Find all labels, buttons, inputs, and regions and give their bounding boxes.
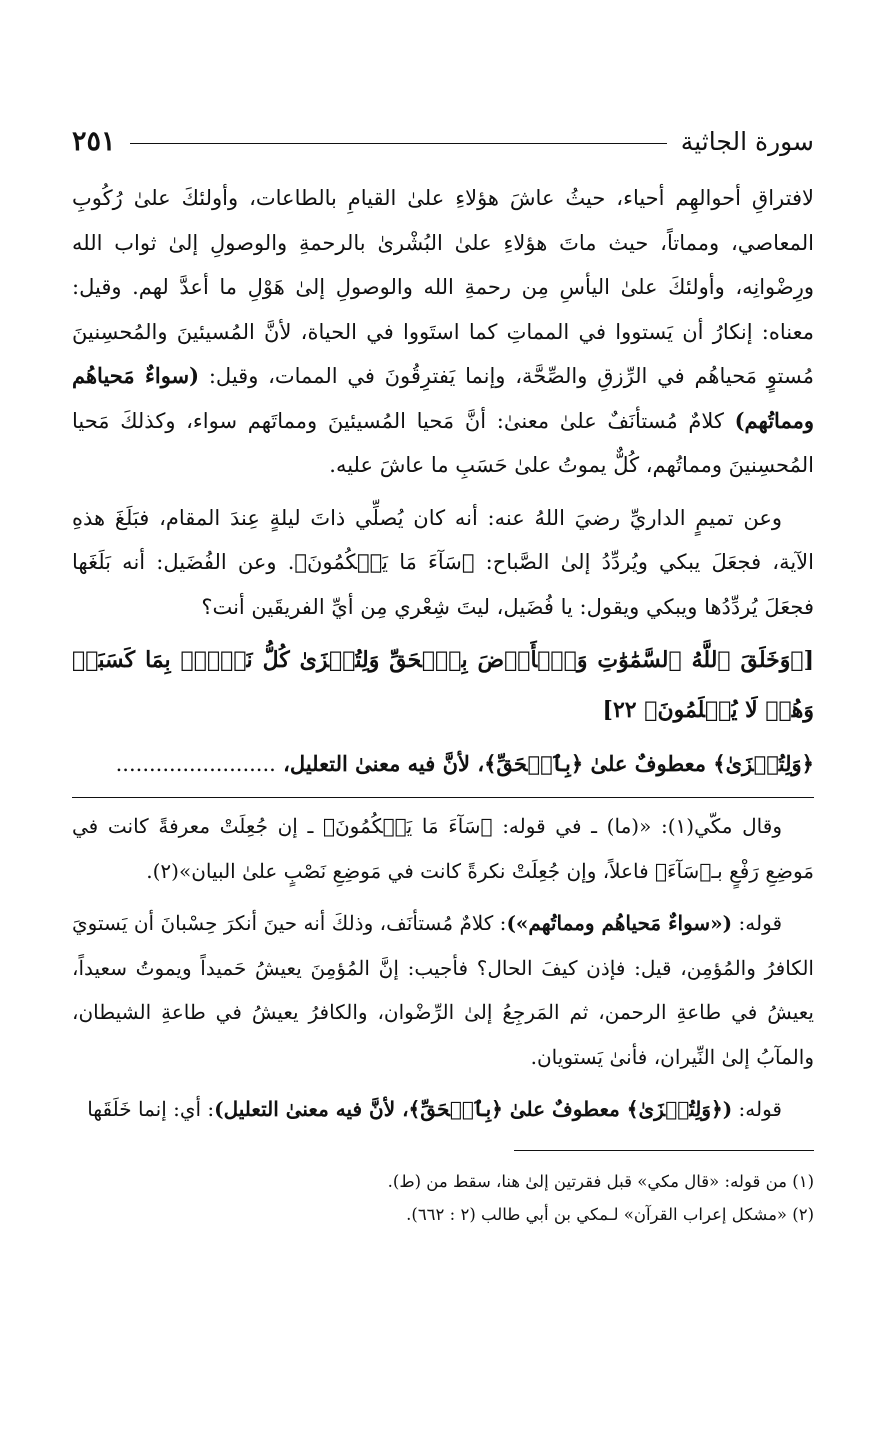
tafsir-paragraph-1 [72, 176, 814, 488]
page-number: ٢٥١ [72, 125, 116, 157]
gloss-3-lead: قوله: [732, 1097, 782, 1121]
commentary-dots: ........................ [115, 752, 276, 776]
paragraph-1-text: لافتراقِ أحوالهِم أحياء، حيثُ عاشَ هؤلاءِ علىٰ القيامِ بالطاعات، وأولئكَ علىٰ رُكُوبِ المعاصي، ومماتاً، حيث ماتَ هؤلاءِ علىٰ البُشْرىٰ بالرحمةِ والوصولِ إلىٰ ثواب الله ورِضْوانِه، وأولئكَ علىٰ اليأسِ مِن رحمةِ الله والوصولِ إلىٰ هَوْلِ ما أعدَّ لهم. وقيل: معناه: إنكارُ أن يَستووا في المماتِ كما استَووا في الحياة، لأنَّ المُسيئينَ والمُحسِنينَ مُستوٍ مَحياهُم في الرِّزقِ والصِّحَّة، وإنما يَفترِقُونَ في الممات، وقيل: [72, 186, 814, 388]
page-body [72, 176, 814, 1231]
commentary-line [72, 741, 814, 787]
section-divider [72, 797, 814, 798]
header-rule [130, 143, 667, 144]
footnote-1: (١) من قوله: «قال مكي» قبل فقرتين إلىٰ هنا، سقط من (ط). [387, 1171, 814, 1191]
page-header [72, 118, 814, 164]
gloss-section [72, 804, 814, 1132]
tafsir-paragraph-2: وعن تميمٍ الداريِّ رضيَ اللهُ عنه: أنه كان يُصلِّي ذاتَ ليلةٍ عِندَ المقام، فبَلَغَ هذهِ الآية، فجعَلَ يبكي ويُردِّدُ إلىٰ الصَّباح: ﴿سَآءَ مَا يَحۡكُمُونَ﴾. وعن الفُضَيل: أنه بَلَغَها فجعَلَ يُردِّدُها ويبكي ويقول: يا فُضَيل، ليتَ شِعْري مِن أيِّ الفريقَين أنت؟ [72, 505, 814, 619]
quran-verse: [﴿وَخَلَقَ ٱللَّهُ ٱلسَّمَٰوَٰتِ وَٱلۡأَرۡضَ بِٱلۡحَقِّ وَلِتُجۡزَىٰ كُلُّ نَفۡسِۭ بِمَا كَسَبَتۡ وَهُمۡ لَا يُظۡلَمُونَ﴾ ٢٢] [72, 647, 814, 723]
gloss-paragraph-2 [72, 901, 814, 1079]
gloss-paragraph-3 [72, 1087, 814, 1132]
surah-title: سورة الجاثية [680, 126, 814, 156]
gloss-2-lead: قوله: [732, 911, 782, 935]
gloss-2-text: : كلامٌ مُستأنَف، وذلكَ أنه حينَ أنكرَ حِسْبانَ أن يَستويَ الكافرُ والمُؤمِن، قيل: فإذن كيفَ الحال؟ فأجيب: إنَّ المُؤمِنَ يعيشُ حَميداً ويموتُ سعيداً، يعيشُ في طاعةِ الرحمن، ثم المَرجِعُ إلىٰ الرِّضْوان، والكافرُ يعيشُ في طاعةِ الشيطان، والمآبُ إلىٰ النِّيران، فأنىٰ يَستويان. [72, 911, 814, 1069]
paragraph-1-quote: (سواءٌ مَحياهُم ومماتُهم) [72, 363, 814, 433]
footnote-rule [514, 1150, 814, 1151]
gloss-3-text: : أي: إنما خَلَقَها [87, 1097, 215, 1121]
footnote-2: (٢) «مشكل إعراب القرآن» لـمكي بن أبي طالب (٢ : ٦٦٢). [406, 1204, 814, 1224]
gloss-2-quote: («سواءٌ مَحياهُم ومماتُهم») [506, 911, 733, 935]
gloss-paragraph-1: وقال مكّي(١): «(ما) ـ في قوله: ﴿سَآءَ مَا يَحۡكُمُونَ﴾ ـ إن جُعِلَتْ معرفةً كانت في مَوضِعِ رَفْعٍ بـ﴿سَآءَ﴾ فاعلاً، وإن جُعِلَتْ نكرةً كانت في مَوضِعِ نَصْبٍ علىٰ البيان»(٢). [72, 814, 814, 883]
gloss-3-quote: (﴿وَلِتُجۡزَىٰ﴾ معطوفٌ علىٰ ﴿بِٱلۡحَقِّ﴾، لأنَّ فيه معنىٰ التعليل) [214, 1097, 733, 1121]
paragraph-1-ending: كلامٌ مُستأنَفٌ علىٰ معنىٰ: أنَّ مَحيا المُسيئينَ ومماتَهم سواء، وكذلكَ مَحيا المُحسِنينَ ومماتُهم، كُلٌّ يموتُ علىٰ حَسَبِ ما عاشَ عليه. [72, 408, 814, 477]
commentary-text: ﴿وَلِتُجۡزَىٰ﴾ معطوفٌ علىٰ ﴿بِٱلۡحَقِّ﴾، لأنَّ فيه معنىٰ التعليل، [283, 751, 814, 776]
